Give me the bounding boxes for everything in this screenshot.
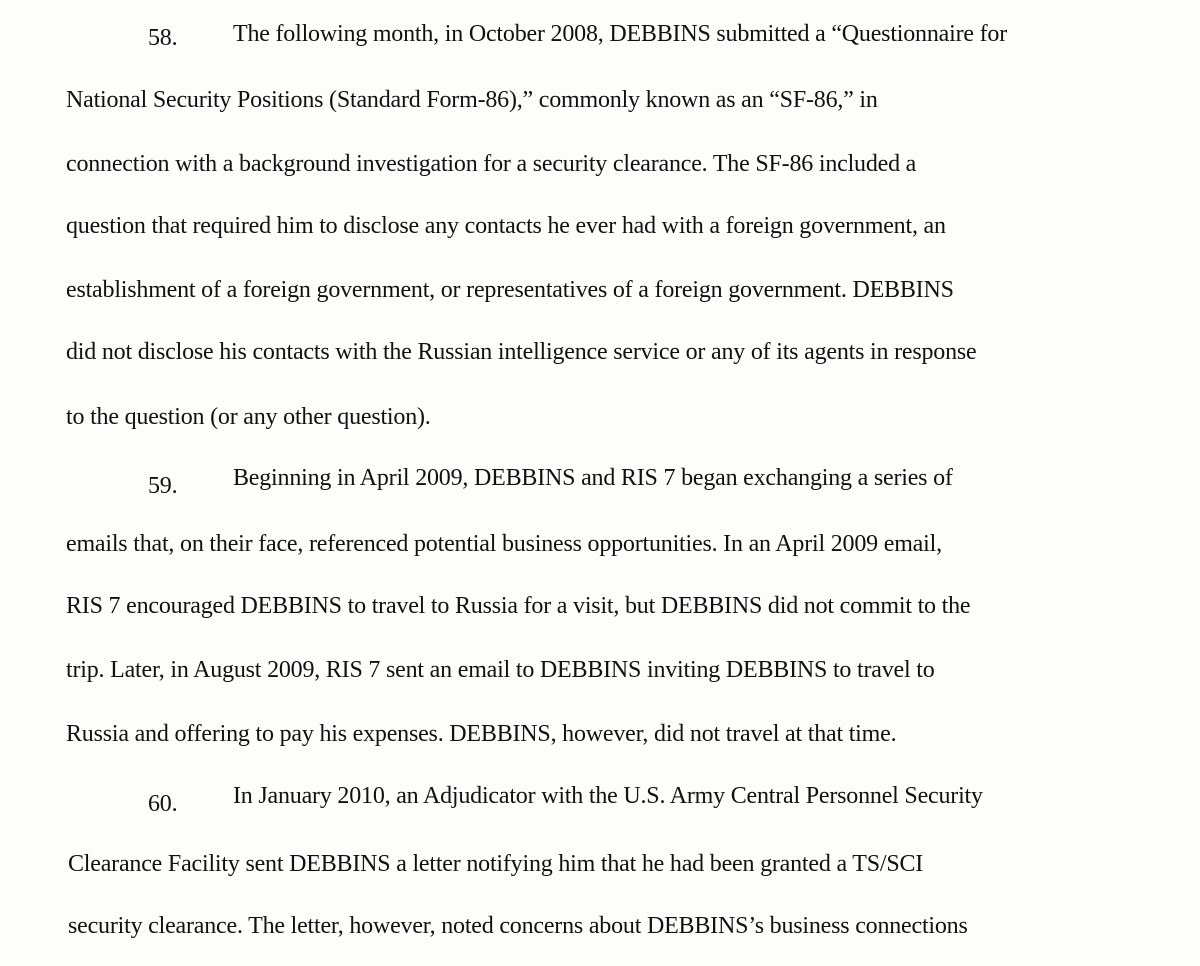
paragraph-number: 59. xyxy=(148,473,178,499)
text-line: emails that, on their face, referenced potential business opportunities. In an April 2009 email, xyxy=(66,531,942,557)
paragraph-first-line: In January 2010, an Adjudicator with the U.S. Army Central Personnel Security xyxy=(233,783,983,809)
text-line: did not disclose his contacts with the Russian intelligence service or any of its agents in response xyxy=(66,339,977,365)
text-line: to the question (or any other question). xyxy=(66,404,431,430)
text-line: RIS 7 encouraged DEBBINS to travel to Russia for a visit, but DEBBINS did not commit to the xyxy=(66,593,971,619)
paragraph-number: 60. xyxy=(148,791,178,817)
text-line: trip. Later, in August 2009, RIS 7 sent an email to DEBBINS inviting DEBBINS to travel to xyxy=(66,657,935,683)
text-line: National Security Positions (Standard Form-86),” commonly known as an “SF-86,” in xyxy=(66,87,878,113)
text-line: Clearance Facility sent DEBBINS a letter notifying him that he had been granted a TS/SCI xyxy=(68,851,924,877)
text-line: Russia and offering to pay his expenses. DEBBINS, however, did not travel at that time. xyxy=(66,721,897,747)
text-line: security clearance. The letter, however, noted concerns about DEBBINS’s business connections xyxy=(68,913,968,939)
paragraph-number: 58. xyxy=(148,25,178,51)
text-line: establishment of a foreign government, or representatives of a foreign government. DEBBINS xyxy=(66,277,954,303)
text-line: question that required him to disclose any contacts he ever had with a foreign government, an xyxy=(66,213,946,239)
paragraph-first-line: The following month, in October 2008, DEBBINS submitted a “Questionnaire for xyxy=(233,21,1007,47)
text-line: connection with a background investigation for a security clearance. The SF-86 included a xyxy=(66,151,917,177)
paragraph-first-line: Beginning in April 2009, DEBBINS and RIS 7 began exchanging a series of xyxy=(233,465,953,491)
